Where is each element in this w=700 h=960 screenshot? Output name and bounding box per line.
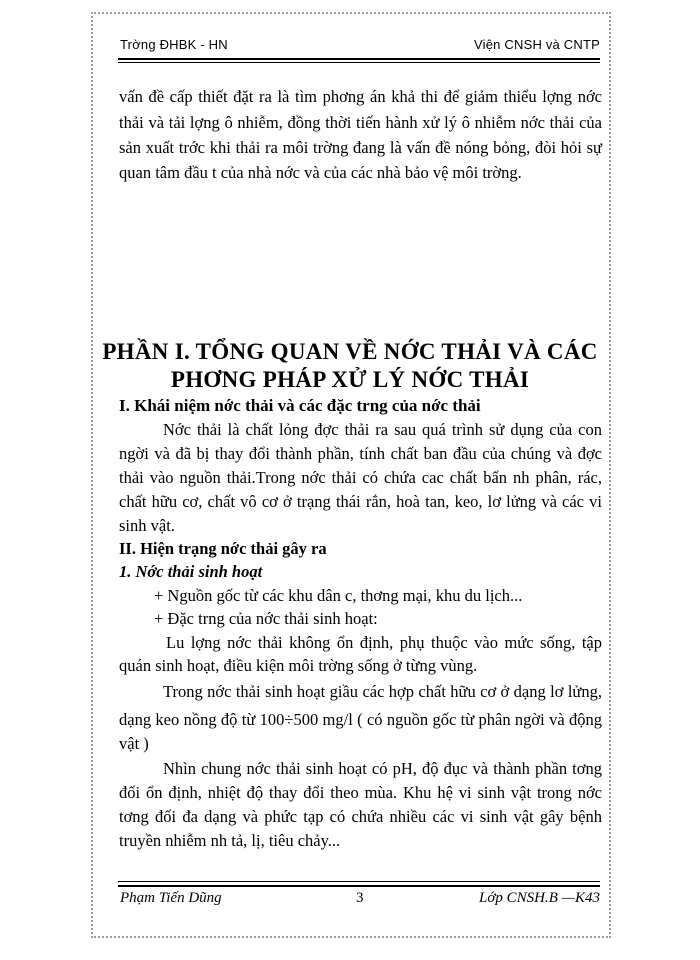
para-general-line: truyền nhiễm nh tả, lị, tiêu chảy... [119, 831, 341, 850]
footer-rule-thin [118, 881, 600, 882]
intro-line: vấn đề cấp thiết đặt ra là tìm phơng án khả thi để giảm thiểu lợng nớc [119, 87, 602, 106]
section-1-line: ngời và đã bị thay đổi thành phần, tính chất ban đầu của chúng và đợc [119, 444, 602, 463]
intro-line: quan tâm đầu t của nhà nớc và của các nhà bảo vệ môi trờng. [119, 163, 522, 182]
header-school: Trờng ĐHBK - HN [120, 37, 228, 52]
header-rule [118, 58, 600, 60]
bullet-origin: + Nguồn gốc từ các khu dân c, thơng mại, khu du lịch... [154, 586, 523, 605]
para-flow-line: quán sinh hoạt, điều kiện môi trờng sống ở từng vùng. [119, 656, 478, 675]
section-2-1-heading: 1. Nớc thải sinh hoạt [119, 562, 263, 581]
part-title-line-2: PHƠNG PHÁP XỬ LÝ NỚC THẢI [170, 367, 530, 392]
para-organic-line: vật ) [119, 734, 149, 753]
section-1-line: chất hữu cơ, chất vô cơ ở trạng thái rắn, hoà tan, keo, lơ lửng và các vi [119, 492, 602, 511]
para-flow-line: Lu lợng nớc thải không ổn định, phụ thuộc vào mức sống, tập [166, 633, 602, 652]
para-organic-line: dạng keo nồng độ từ 100÷500 mg/l ( có nguồn gốc từ phân ngời và động [119, 710, 602, 729]
intro-line: sản xuất trớc khi thải ra môi trờng đang là vấn đề nóng bỏng, đòi hỏi sự [119, 138, 602, 157]
section-1-line: Nớc thải là chất lỏng đợc thải ra sau quá trình sử dụng của con [163, 420, 602, 439]
section-2-heading: II. Hiện trạng nớc thải gây ra [119, 539, 327, 558]
section-1-heading: I. Khái niệm nớc thải và các đặc trng của nớc thải [119, 396, 481, 415]
para-general-line: Nhìn chung nớc thải sinh hoạt có pH, độ đục và thành phần tơng [163, 759, 602, 778]
footer-rule [118, 885, 600, 887]
section-1-line: sinh vật. [119, 516, 175, 535]
para-general-line: tơng đối đa dạng và phức tạp có chứa nhiều các vi sinh vật gây bệnh [119, 807, 602, 826]
section-1-line: thải vào nguồn thải.Trong nớc thải có chứa cac chất bẩn nh phân, rác, [119, 468, 602, 487]
header-rule-thin [118, 62, 600, 63]
header-institute: Viện CNSH và CNTP [474, 37, 600, 52]
page-number: 3 [356, 890, 364, 906]
intro-line: thải và tải lợng ô nhiễm, đồng thời tiến hành xử lý ô nhiễm nớc thải của [119, 113, 602, 132]
bullet-characteristics: + Đặc trng của nớc thải sinh hoạt: [154, 609, 378, 628]
footer-class: Lớp CNSH.B —K43 [479, 890, 600, 906]
part-title-line-1: PHẦN I. TỔNG QUAN VỀ NỚC THẢI VÀ CÁC [102, 339, 598, 364]
para-general-line: đối ổn định, nhiệt độ thay đổi theo mùa. Khu hệ vi sinh vật trong nớc [119, 783, 602, 802]
footer-author: Phạm Tiến Dũng [120, 890, 222, 906]
para-organic-line: Trong nớc thải sinh hoạt giầu các hợp chất hữu cơ ở dạng lơ lửng, [163, 682, 602, 701]
